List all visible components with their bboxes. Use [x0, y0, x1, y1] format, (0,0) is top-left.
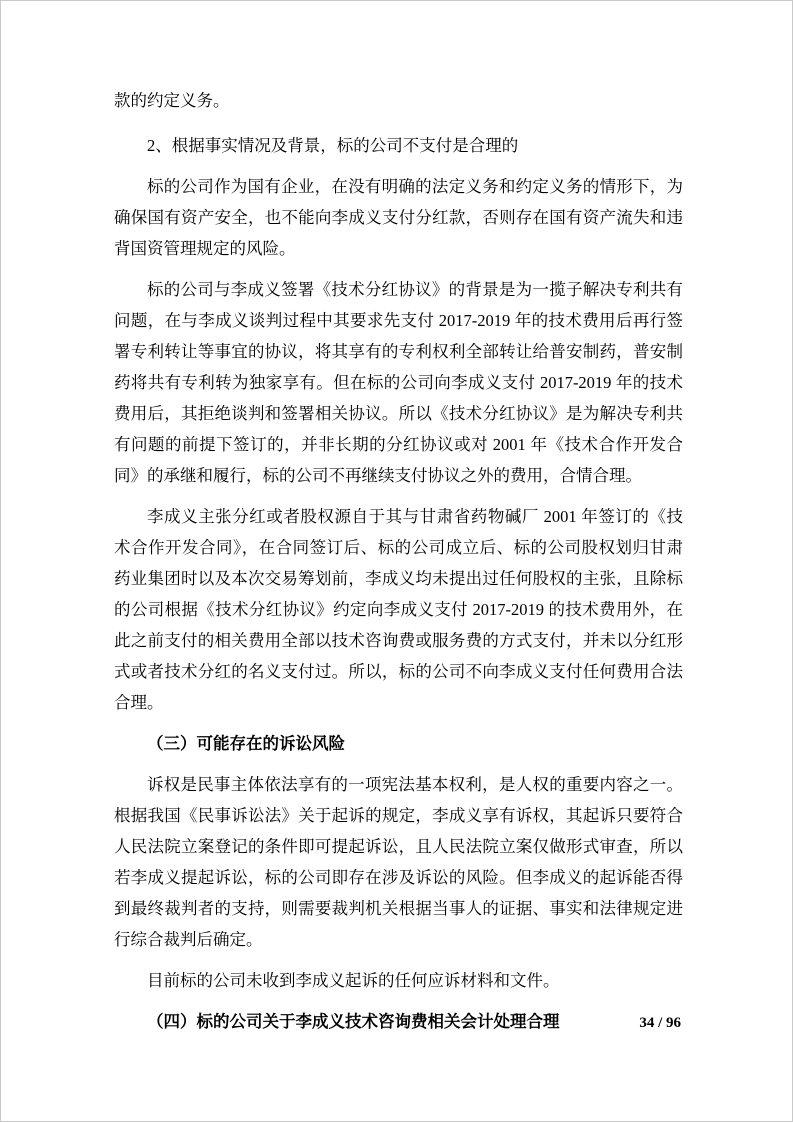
paragraph-5: 目前标的公司未收到李成义起诉的任何应诉材料和文件。 — [147, 971, 560, 990]
paragraph-4: 诉权是民事主体依法享有的一项宪法基本权利，是人权的重要内容之一。根据我国《民事诉讼法》关于起诉的规定，李成义享有诉权，其起诉只要符合人民法院立案登记的条件即可提起诉讼，且人民法院立案仅做形式审查，所以若李成义提起诉讼，标的公司即存在涉及诉讼的风险。但李成义的起诉能否得到最终裁判者的支持，则需要裁判机关根据当事人的证据、事实和法律规定进行综合裁判后确定。 — [114, 775, 683, 949]
page-number: 34 / 96 — [639, 1015, 681, 1031]
section-heading-3: （三）可能存在的诉讼风险 — [147, 734, 345, 753]
document-body — [114, 85, 683, 1047]
paragraph-1: 标的公司作为国有企业，在没有明确的法定义务和约定义务的情形下，为确保国有资产安全，也不能向李成义支付分红款，否则存在国有资产流失和违背国资管理规定的风险。 — [114, 177, 683, 258]
section-heading-4: （四）标的公司关于李成义技术咨询费相关会计处理合理 — [147, 1012, 560, 1031]
paragraph-2: 标的公司与李成义签署《技术分红协议》的背景是为一揽子解决专利共有问题，在与李成义谈判过程中其要求先支付 2017-2019 年的技术费用后再行签署专利转让等事宜的协议，将其享有的专利权利全部转让给普安制药，普安制药将共有专利转为独家享有。但在标的公司向李成义支付 2017-2019 年的技术费用后，其拒绝谈判和签署相关协议。所以《技术分红协议》是为解决专利共有问题的前提下签订的，并非长期的分红协议或对 2001 年《技术合作开发合同》的承继和履行，标的公司不再继续支付协议之外的费用，合情合理。 — [114, 280, 683, 485]
paragraph-3: 李成义主张分红或者股权源自于其与甘肃省药物碱厂 2001 年签订的《技术合作开发合同》，在合同签订后、标的公司成立后、标的公司股权划归甘肃药业集团时以及本次交易筹划前，李成义均未提出过任何股权的主张，且除标的公司根据《技术分红协议》约定向李成义支付 2017-2019 的技术费用外，在此之前支付的相关费用全部以技术咨询费或服务费的方式支付，并未以分红形式或者技术分红的名义支付过。所以，标的公司不向李成义支付任何费用合法合理。 — [114, 507, 683, 712]
subheading-item-2: 2、根据事实情况及背景，标的公司不支付是合理的 — [147, 136, 519, 155]
continuation-text: 款的约定义务。 — [114, 91, 230, 110]
